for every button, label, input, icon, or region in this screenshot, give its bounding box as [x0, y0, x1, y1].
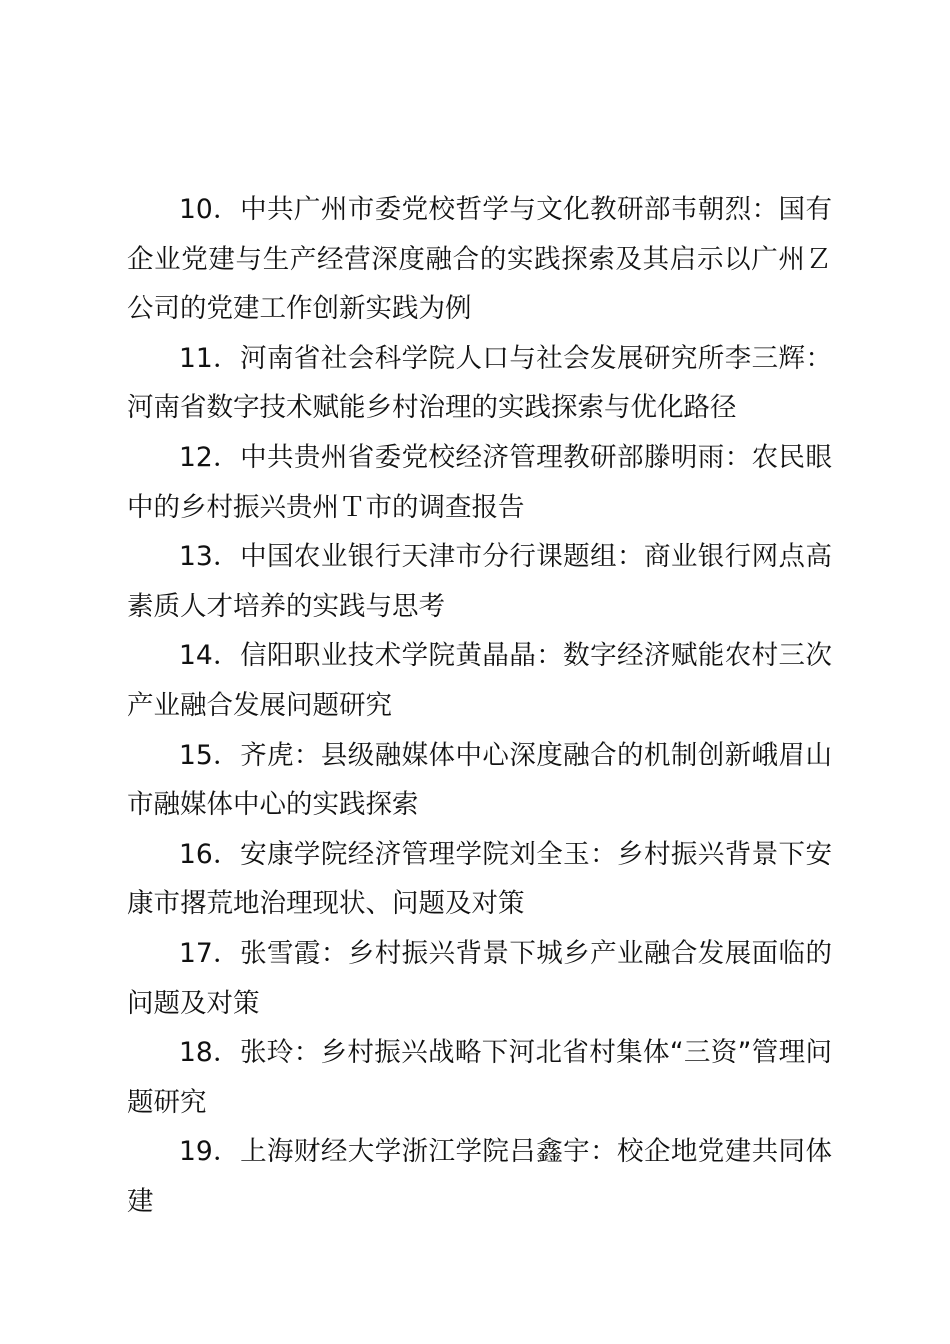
list-item: 16．安康学院经济管理学院刘全玉：乡村振兴背景下安康市撂荒地治理现状、问题及对策: [127, 838, 832, 920]
document-body: [127, 185, 832, 1226]
list-item: 15．齐虎：县级融媒体中心深度融合的机制创新峨眉山市融媒体中心的实践探索: [127, 739, 832, 821]
list-item: 10．中共广州市委党校哲学与文化教研部韦朝烈：国有企业党建与生产经营深度融合的实践探索及其启示以广州Ｚ公司的党建工作创新实践为例: [127, 194, 832, 325]
list-item: 17．张雪霞：乡村振兴背景下城乡产业融合发展面临的问题及对策: [127, 937, 832, 1019]
list-item: 19．上海财经大学浙江学院吕鑫宇：校企地党建共同体建: [127, 1136, 832, 1217]
list-item: 14．信阳职业技术学院黄晶晶：数字经济赋能农村三次产业融合发展问题研究: [127, 640, 832, 721]
list-item: 18．张玲：乡村振兴战略下河北省村集体“三资”管理问题研究: [127, 1037, 832, 1118]
list-item: 13．中国农业银行天津市分行课题组：商业银行网点高素质人才培养的实践与思考: [127, 541, 832, 622]
list-item: 11．河南省社会科学院人口与社会发展研究所李三辉：河南省数字技术赋能乡村治理的实践探索与优化路径: [127, 342, 832, 424]
list-item: 12．中共贵州省委党校经济管理教研部滕明雨：农民眼中的乡村振兴贵州Ｔ市的调查报告: [127, 441, 832, 523]
